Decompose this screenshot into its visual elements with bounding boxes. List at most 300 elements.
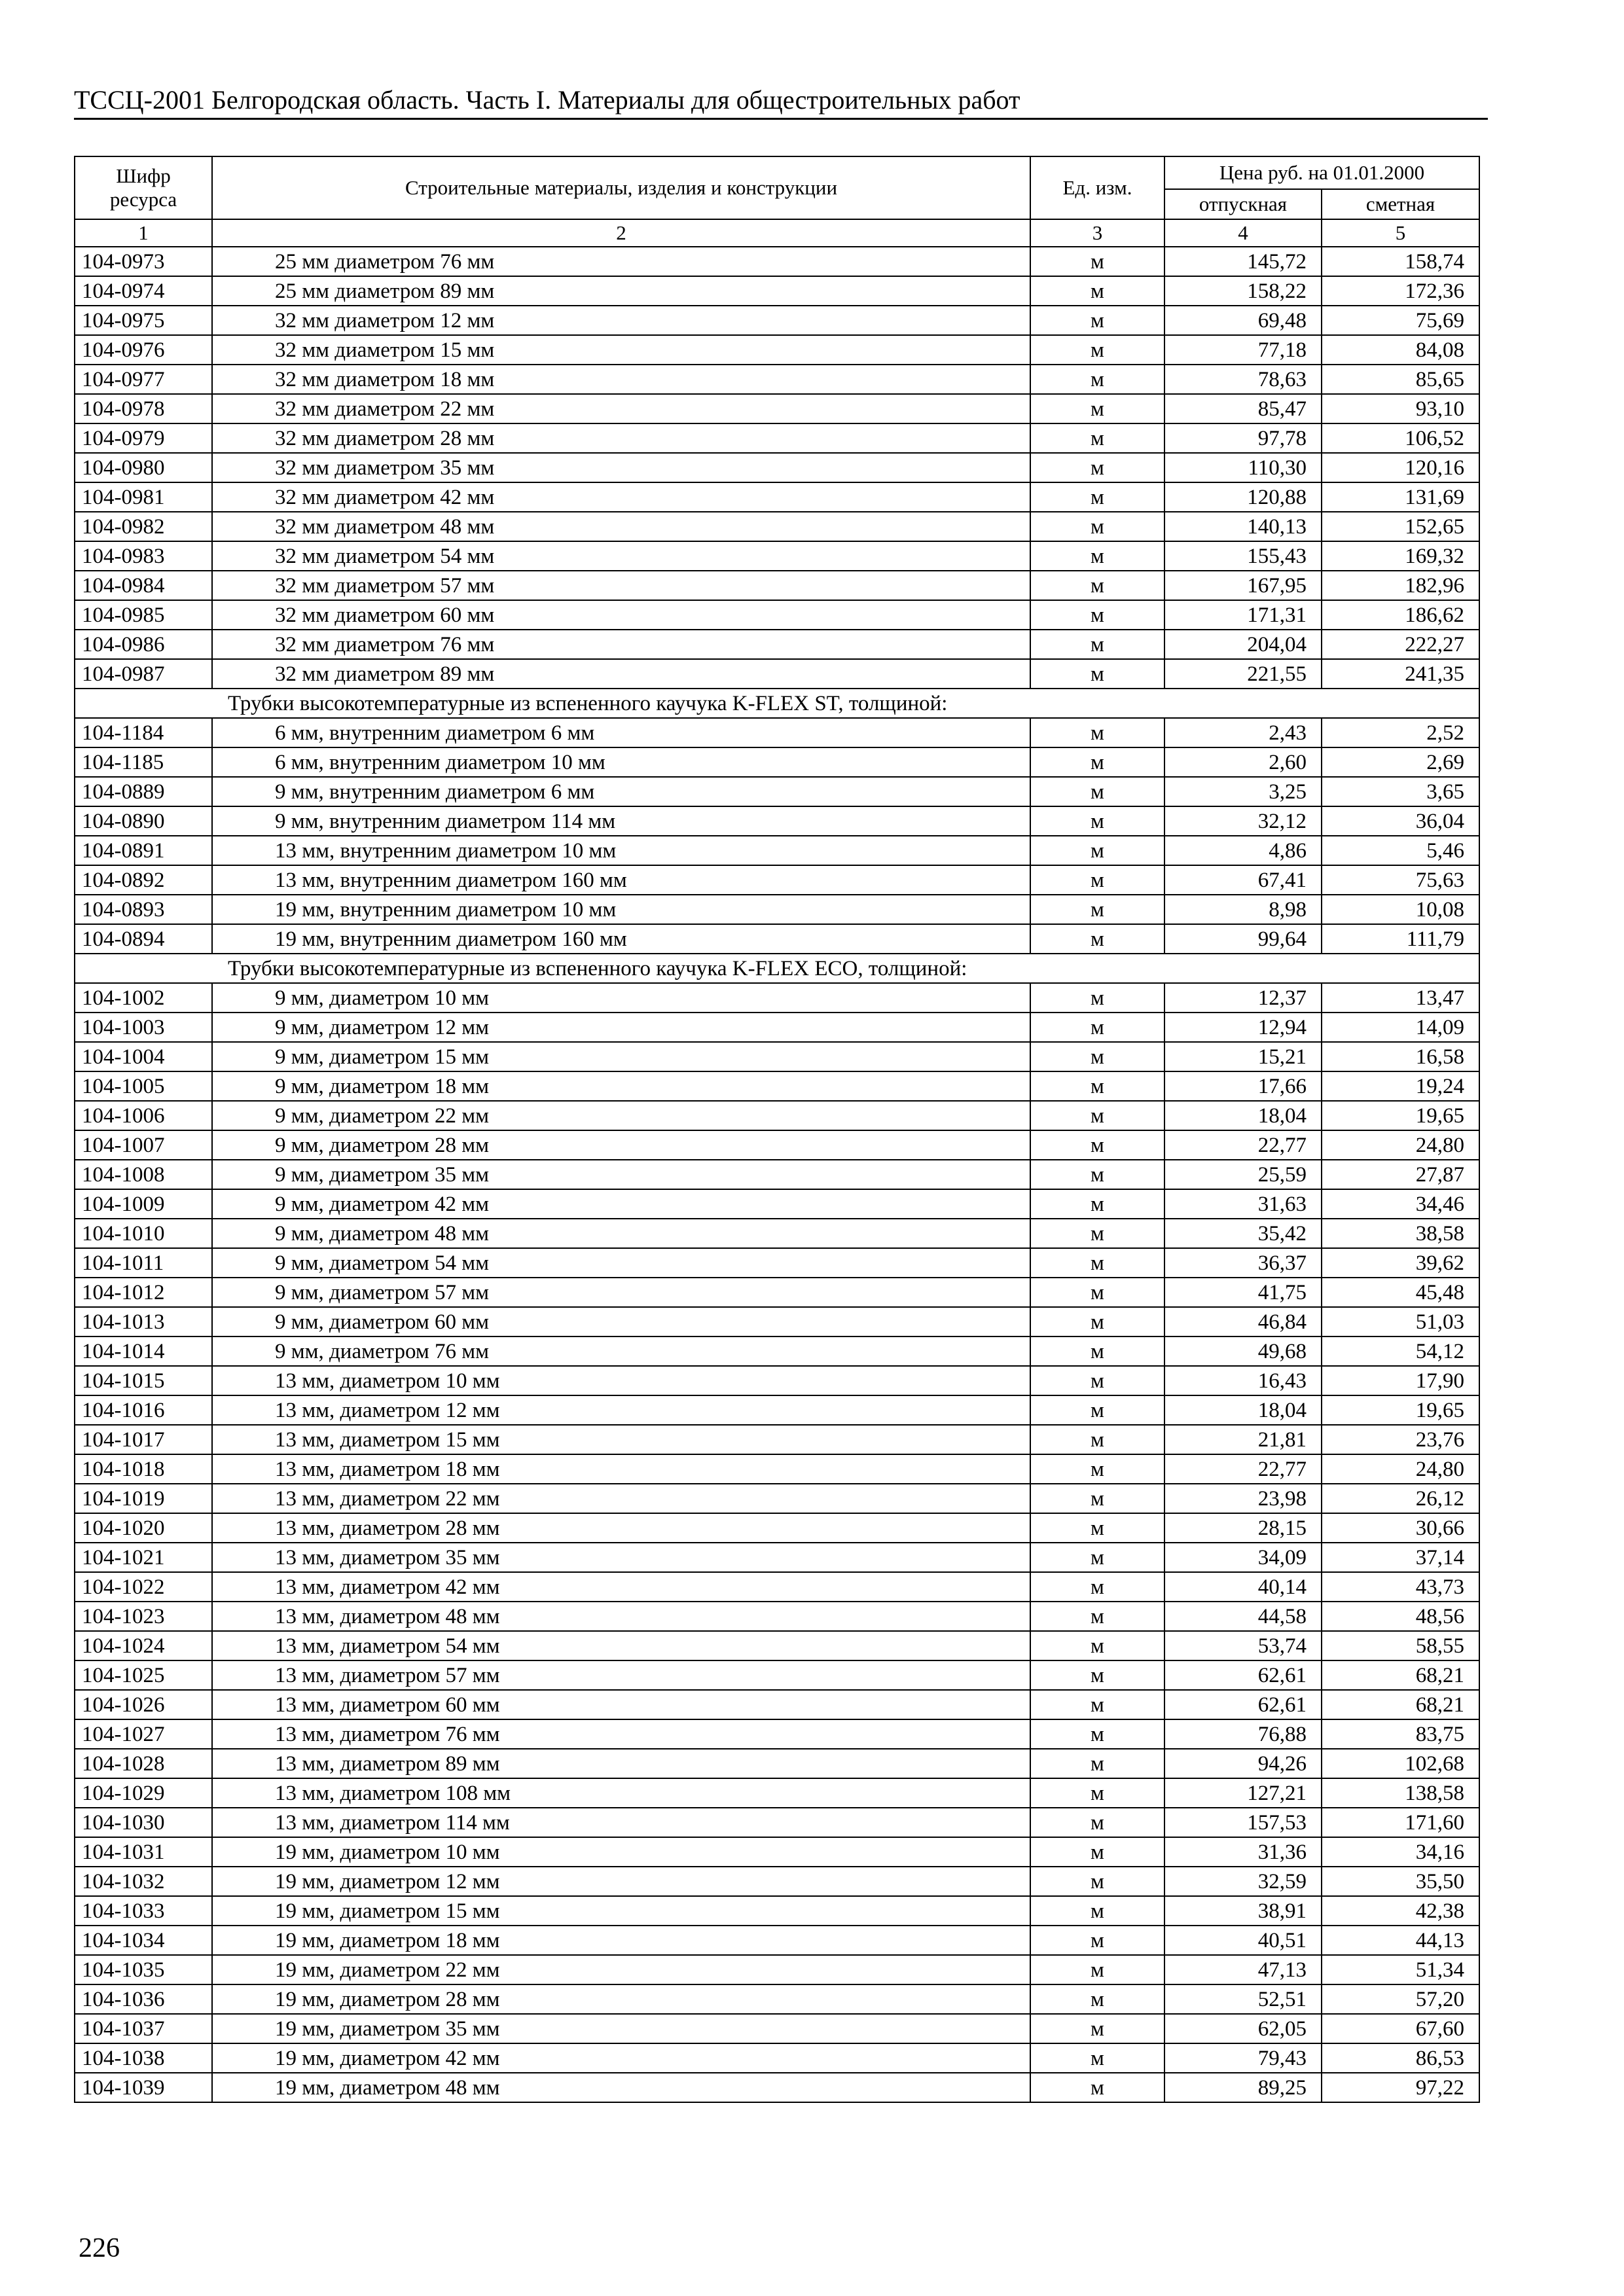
cell-price-estimate: 23,76 <box>1322 1425 1479 1454</box>
cell-price-release: 67,41 <box>1164 865 1322 895</box>
table-row <box>75 1955 1479 1984</box>
cell-price-release: 204,04 <box>1164 630 1322 659</box>
table-row <box>75 276 1479 306</box>
cell-code: 104-0984 <box>75 571 212 600</box>
cell-unit: м <box>1030 1248 1164 1278</box>
cell-price-release: 21,81 <box>1164 1425 1322 1454</box>
column-number: 1 <box>75 219 212 247</box>
cell-price-estimate: 54,12 <box>1322 1336 1479 1366</box>
cell-price-estimate: 10,08 <box>1322 895 1479 924</box>
cell-price-release: 3,25 <box>1164 777 1322 806</box>
col-header-price-group: Цена руб. на 01.01.2000 <box>1164 156 1479 189</box>
cell-unit: м <box>1030 2014 1164 2043</box>
cell-price-release: 79,43 <box>1164 2043 1322 2073</box>
cell-unit: м <box>1030 718 1164 747</box>
cell-price-release: 44,58 <box>1164 1602 1322 1631</box>
cell-price-estimate: 111,79 <box>1322 924 1479 954</box>
cell-name: 13 мм, диаметром 12 мм <box>212 1395 1030 1425</box>
cell-unit: м <box>1030 865 1164 895</box>
table-row <box>75 1602 1479 1631</box>
cell-name: 19 мм, диаметром 10 мм <box>212 1837 1030 1867</box>
cell-name: 13 мм, диаметром 76 мм <box>212 1719 1030 1749</box>
table-row <box>75 1278 1479 1307</box>
cell-price-release: 18,04 <box>1164 1101 1322 1130</box>
cell-code: 104-0977 <box>75 365 212 394</box>
cell-code: 104-1017 <box>75 1425 212 1454</box>
cell-unit: м <box>1030 1366 1164 1395</box>
cell-unit: м <box>1030 1160 1164 1189</box>
cell-code: 104-1039 <box>75 2073 212 2102</box>
column-number: 4 <box>1164 219 1322 247</box>
section-heading: Трубки высокотемпературные из вспененного каучука K-FLEX ECO, толщиной: <box>75 954 1479 983</box>
cell-name: 9 мм, диаметром 60 мм <box>212 1307 1030 1336</box>
cell-price-estimate: 102,68 <box>1322 1749 1479 1778</box>
table-row <box>75 1366 1479 1395</box>
cell-price-release: 97,78 <box>1164 423 1322 453</box>
cell-name: 9 мм, диаметром 15 мм <box>212 1042 1030 1071</box>
cell-price-release: 8,98 <box>1164 895 1322 924</box>
cell-unit: м <box>1030 1896 1164 1926</box>
table-row <box>75 777 1479 806</box>
cell-unit: м <box>1030 1867 1164 1896</box>
cell-code: 104-0987 <box>75 659 212 689</box>
cell-price-release: 34,09 <box>1164 1543 1322 1572</box>
table-row <box>75 1572 1479 1602</box>
cell-name: 19 мм, диаметром 42 мм <box>212 2043 1030 2073</box>
cell-price-release: 22,77 <box>1164 1130 1322 1160</box>
cell-price-estimate: 86,53 <box>1322 2043 1479 2073</box>
cell-name: 19 мм, внутренним диаметром 10 мм <box>212 895 1030 924</box>
cell-code: 104-0983 <box>75 541 212 571</box>
cell-code: 104-1022 <box>75 1572 212 1602</box>
cell-price-release: 41,75 <box>1164 1278 1322 1307</box>
cell-code: 104-0985 <box>75 600 212 630</box>
cell-unit: м <box>1030 1543 1164 1572</box>
cell-price-estimate: 131,69 <box>1322 482 1479 512</box>
cell-price-release: 62,05 <box>1164 2014 1322 2043</box>
cell-code: 104-1006 <box>75 1101 212 1130</box>
cell-price-release: 32,59 <box>1164 1867 1322 1896</box>
cell-price-release: 46,84 <box>1164 1307 1322 1336</box>
cell-unit: м <box>1030 659 1164 689</box>
cell-price-release: 17,66 <box>1164 1071 1322 1101</box>
cell-price-estimate: 44,13 <box>1322 1926 1479 1955</box>
cell-price-release: 2,60 <box>1164 747 1322 777</box>
table-row <box>75 2014 1479 2043</box>
cell-code: 104-0894 <box>75 924 212 954</box>
column-number: 5 <box>1322 219 1479 247</box>
table-row <box>75 1042 1479 1071</box>
cell-name: 13 мм, диаметром 114 мм <box>212 1808 1030 1837</box>
table-row <box>75 1719 1479 1749</box>
page-header-title: ТССЦ-2001 Белгородская область. Часть I. Материалы для общестроительных работ <box>74 85 1020 115</box>
cell-price-estimate: 51,03 <box>1322 1307 1479 1336</box>
cell-unit: м <box>1030 630 1164 659</box>
cell-price-release: 167,95 <box>1164 571 1322 600</box>
cell-name: 32 мм диаметром 42 мм <box>212 482 1030 512</box>
cell-unit: м <box>1030 2073 1164 2102</box>
cell-code: 104-1008 <box>75 1160 212 1189</box>
cell-price-estimate: 43,73 <box>1322 1572 1479 1602</box>
cell-name: 32 мм диаметром 18 мм <box>212 365 1030 394</box>
cell-code: 104-1030 <box>75 1808 212 1837</box>
cell-unit: м <box>1030 806 1164 836</box>
cell-unit: м <box>1030 1071 1164 1101</box>
cell-price-release: 25,59 <box>1164 1160 1322 1189</box>
cell-price-estimate: 30,66 <box>1322 1513 1479 1543</box>
cell-price-release: 38,91 <box>1164 1896 1322 1926</box>
table-row <box>75 924 1479 954</box>
table-row <box>75 600 1479 630</box>
cell-code: 104-1028 <box>75 1749 212 1778</box>
cell-price-release: 36,37 <box>1164 1248 1322 1278</box>
table-row <box>75 1926 1479 1955</box>
cell-name: 19 мм, диаметром 18 мм <box>212 1926 1030 1955</box>
cell-unit: м <box>1030 1837 1164 1867</box>
table-row <box>75 983 1479 1013</box>
cell-price-estimate: 35,50 <box>1322 1867 1479 1896</box>
cell-code: 104-1012 <box>75 1278 212 1307</box>
cell-code: 104-1018 <box>75 1454 212 1484</box>
cell-price-estimate: 2,52 <box>1322 718 1479 747</box>
cell-price-estimate: 85,65 <box>1322 365 1479 394</box>
cell-unit: м <box>1030 1101 1164 1130</box>
cell-name: 32 мм диаметром 28 мм <box>212 423 1030 453</box>
cell-unit: м <box>1030 365 1164 394</box>
cell-price-release: 120,88 <box>1164 482 1322 512</box>
cell-code: 104-1038 <box>75 2043 212 2073</box>
section-heading: Трубки высокотемпературные из вспененного каучука K-FLEX ST, толщиной: <box>75 689 1479 718</box>
cell-unit: м <box>1030 600 1164 630</box>
cell-price-estimate: 16,58 <box>1322 1042 1479 1071</box>
cell-price-estimate: 67,60 <box>1322 2014 1479 2043</box>
cell-name: 19 мм, диаметром 28 мм <box>212 1984 1030 2014</box>
table-row <box>75 306 1479 335</box>
cell-name: 13 мм, диаметром 57 мм <box>212 1660 1030 1690</box>
cell-code: 104-1026 <box>75 1690 212 1719</box>
cell-code: 104-1009 <box>75 1189 212 1219</box>
cell-name: 13 мм, диаметром 18 мм <box>212 1454 1030 1484</box>
cell-price-release: 76,88 <box>1164 1719 1322 1749</box>
table-row <box>75 1543 1479 1572</box>
table-row <box>75 571 1479 600</box>
cell-unit: м <box>1030 1130 1164 1160</box>
cell-price-estimate: 13,47 <box>1322 983 1479 1013</box>
table-row <box>75 1837 1479 1867</box>
cell-unit: м <box>1030 1336 1164 1366</box>
cell-price-estimate: 68,21 <box>1322 1690 1479 1719</box>
cell-name: 13 мм, диаметром 89 мм <box>212 1749 1030 1778</box>
cell-unit: м <box>1030 1631 1164 1660</box>
cell-code: 104-1005 <box>75 1071 212 1101</box>
cell-name: 19 мм, диаметром 48 мм <box>212 2073 1030 2102</box>
cell-code: 104-0975 <box>75 306 212 335</box>
cell-name: 13 мм, диаметром 28 мм <box>212 1513 1030 1543</box>
header-rule <box>74 118 1488 120</box>
table-row <box>75 1984 1479 2014</box>
cell-price-release: 31,63 <box>1164 1189 1322 1219</box>
cell-code: 104-0986 <box>75 630 212 659</box>
cell-price-release: 221,55 <box>1164 659 1322 689</box>
cell-price-estimate: 36,04 <box>1322 806 1479 836</box>
cell-unit: м <box>1030 512 1164 541</box>
table-row <box>75 1454 1479 1484</box>
cell-price-estimate: 34,46 <box>1322 1189 1479 1219</box>
cell-price-release: 40,51 <box>1164 1926 1322 1955</box>
cell-unit: м <box>1030 571 1164 600</box>
cell-price-estimate: 27,87 <box>1322 1160 1479 1189</box>
cell-price-release: 110,30 <box>1164 453 1322 482</box>
cell-unit: м <box>1030 1013 1164 1042</box>
cell-price-estimate: 241,35 <box>1322 659 1479 689</box>
cell-price-release: 28,15 <box>1164 1513 1322 1543</box>
cell-name: 25 мм диаметром 89 мм <box>212 276 1030 306</box>
cell-name: 9 мм, диаметром 10 мм <box>212 983 1030 1013</box>
cell-price-release: 52,51 <box>1164 1984 1322 2014</box>
cell-price-estimate: 138,58 <box>1322 1778 1479 1808</box>
cell-unit: м <box>1030 1425 1164 1454</box>
cell-name: 6 мм, внутренним диаметром 6 мм <box>212 718 1030 747</box>
table-row <box>75 1660 1479 1690</box>
cell-name: 32 мм диаметром 89 мм <box>212 659 1030 689</box>
cell-price-release: 62,61 <box>1164 1660 1322 1690</box>
cell-price-release: 2,43 <box>1164 718 1322 747</box>
cell-price-estimate: 38,58 <box>1322 1219 1479 1248</box>
cell-unit: м <box>1030 276 1164 306</box>
table-row <box>75 423 1479 453</box>
cell-price-estimate: 39,62 <box>1322 1248 1479 1278</box>
table-row <box>75 718 1479 747</box>
cell-name: 9 мм, диаметром 28 мм <box>212 1130 1030 1160</box>
cell-price-release: 89,25 <box>1164 2073 1322 2102</box>
cell-price-estimate: 171,60 <box>1322 1808 1479 1837</box>
cell-unit: м <box>1030 1660 1164 1690</box>
cell-price-estimate: 120,16 <box>1322 453 1479 482</box>
cell-price-estimate: 68,21 <box>1322 1660 1479 1690</box>
table-head <box>75 156 1479 247</box>
table-row <box>75 630 1479 659</box>
cell-price-release: 78,63 <box>1164 365 1322 394</box>
cell-code: 104-1003 <box>75 1013 212 1042</box>
cell-price-release: 15,21 <box>1164 1042 1322 1071</box>
cell-price-estimate: 75,63 <box>1322 865 1479 895</box>
table-row <box>75 659 1479 689</box>
table-row <box>75 482 1479 512</box>
table-row <box>75 1778 1479 1808</box>
cell-code: 104-0973 <box>75 247 212 276</box>
cell-unit: м <box>1030 895 1164 924</box>
table-row <box>75 1395 1479 1425</box>
cell-name: 9 мм, внутренним диаметром 114 мм <box>212 806 1030 836</box>
cell-price-estimate: 169,32 <box>1322 541 1479 571</box>
table-row <box>75 747 1479 777</box>
table-row <box>75 1896 1479 1926</box>
cell-unit: м <box>1030 1454 1164 1484</box>
cell-unit: м <box>1030 1484 1164 1513</box>
cell-price-release: 35,42 <box>1164 1219 1322 1248</box>
cell-name: 32 мм диаметром 35 мм <box>212 453 1030 482</box>
cell-code: 104-1011 <box>75 1248 212 1278</box>
cell-price-estimate: 5,46 <box>1322 836 1479 865</box>
cell-price-estimate: 42,38 <box>1322 1896 1479 1926</box>
cell-price-estimate: 14,09 <box>1322 1013 1479 1042</box>
cell-name: 19 мм, диаметром 35 мм <box>212 2014 1030 2043</box>
cell-price-release: 77,18 <box>1164 335 1322 365</box>
cell-unit: м <box>1030 747 1164 777</box>
table-row <box>75 1631 1479 1660</box>
cell-unit: м <box>1030 983 1164 1013</box>
cell-unit: м <box>1030 1513 1164 1543</box>
cell-code: 104-0889 <box>75 777 212 806</box>
cell-name: 13 мм, диаметром 35 мм <box>212 1543 1030 1572</box>
cell-price-release: 23,98 <box>1164 1484 1322 1513</box>
cell-name: 9 мм, диаметром 76 мм <box>212 1336 1030 1366</box>
table-row <box>75 2043 1479 2073</box>
cell-name: 9 мм, диаметром 42 мм <box>212 1189 1030 1219</box>
cell-price-release: 94,26 <box>1164 1749 1322 1778</box>
cell-code: 104-1004 <box>75 1042 212 1071</box>
table-body <box>75 247 1479 2102</box>
cell-price-estimate: 93,10 <box>1322 394 1479 423</box>
table-row <box>75 1160 1479 1189</box>
cell-unit: м <box>1030 1219 1164 1248</box>
cell-name: 13 мм, диаметром 10 мм <box>212 1366 1030 1395</box>
table-row <box>75 512 1479 541</box>
cell-unit: м <box>1030 247 1164 276</box>
cell-code: 104-1031 <box>75 1837 212 1867</box>
cell-name: 13 мм, внутренним диаметром 160 мм <box>212 865 1030 895</box>
cell-name: 9 мм, внутренним диаметром 6 мм <box>212 777 1030 806</box>
cell-name: 13 мм, диаметром 108 мм <box>212 1778 1030 1808</box>
table-row <box>75 1071 1479 1101</box>
cell-name: 32 мм диаметром 60 мм <box>212 600 1030 630</box>
cell-price-release: 155,43 <box>1164 541 1322 571</box>
cell-name: 19 мм, диаметром 15 мм <box>212 1896 1030 1926</box>
cell-name: 32 мм диаметром 48 мм <box>212 512 1030 541</box>
table-row <box>75 806 1479 836</box>
cell-code: 104-1002 <box>75 983 212 1013</box>
cell-code: 104-1037 <box>75 2014 212 2043</box>
cell-code: 104-0976 <box>75 335 212 365</box>
col-header-price-estimate: сметная <box>1322 189 1479 219</box>
cell-code: 104-1021 <box>75 1543 212 1572</box>
cell-name: 13 мм, диаметром 60 мм <box>212 1690 1030 1719</box>
table-row <box>75 1749 1479 1778</box>
cell-unit: м <box>1030 1189 1164 1219</box>
cell-code: 104-1185 <box>75 747 212 777</box>
table-row <box>75 1690 1479 1719</box>
cell-name: 13 мм, диаметром 42 мм <box>212 1572 1030 1602</box>
cell-code: 104-1027 <box>75 1719 212 1749</box>
table-row <box>75 1484 1479 1513</box>
cell-name: 19 мм, диаметром 22 мм <box>212 1955 1030 1984</box>
cell-unit: м <box>1030 1602 1164 1631</box>
cell-name: 9 мм, диаметром 48 мм <box>212 1219 1030 1248</box>
table-row <box>75 1189 1479 1219</box>
cell-price-estimate: 158,74 <box>1322 247 1479 276</box>
cell-price-estimate: 172,36 <box>1322 276 1479 306</box>
cell-price-release: 69,48 <box>1164 306 1322 335</box>
cell-price-estimate: 51,34 <box>1322 1955 1479 1984</box>
cell-code: 104-1025 <box>75 1660 212 1690</box>
cell-name: 9 мм, диаметром 57 мм <box>212 1278 1030 1307</box>
cell-price-release: 145,72 <box>1164 247 1322 276</box>
cell-code: 104-0891 <box>75 836 212 865</box>
cell-code: 104-0980 <box>75 453 212 482</box>
cell-unit: м <box>1030 335 1164 365</box>
cell-code: 104-1015 <box>75 1366 212 1395</box>
cell-price-estimate: 186,62 <box>1322 600 1479 630</box>
cell-code: 104-0890 <box>75 806 212 836</box>
cell-code: 104-0978 <box>75 394 212 423</box>
cell-price-release: 99,64 <box>1164 924 1322 954</box>
cell-price-estimate: 26,12 <box>1322 1484 1479 1513</box>
table-row <box>75 895 1479 924</box>
cell-price-release: 16,43 <box>1164 1366 1322 1395</box>
table-row <box>75 1867 1479 1896</box>
cell-name: 25 мм диаметром 76 мм <box>212 247 1030 276</box>
cell-price-release: 49,68 <box>1164 1336 1322 1366</box>
table-row <box>75 1425 1479 1454</box>
cell-price-estimate: 106,52 <box>1322 423 1479 453</box>
cell-unit: м <box>1030 1955 1164 1984</box>
cell-price-estimate: 97,22 <box>1322 2073 1479 2102</box>
cell-code: 104-1020 <box>75 1513 212 1543</box>
cell-name: 9 мм, диаметром 35 мм <box>212 1160 1030 1189</box>
cell-name: 13 мм, внутренним диаметром 10 мм <box>212 836 1030 865</box>
table-row <box>75 335 1479 365</box>
cell-unit: м <box>1030 1984 1164 2014</box>
cell-price-release: 62,61 <box>1164 1690 1322 1719</box>
table-row <box>75 1219 1479 1248</box>
cell-code: 104-1024 <box>75 1631 212 1660</box>
cell-price-estimate: 152,65 <box>1322 512 1479 541</box>
cell-code: 104-1013 <box>75 1307 212 1336</box>
cell-name: 32 мм диаметром 54 мм <box>212 541 1030 571</box>
table-row <box>75 1248 1479 1278</box>
cell-unit: м <box>1030 1926 1164 1955</box>
cell-price-release: 32,12 <box>1164 806 1322 836</box>
table-row <box>75 836 1479 865</box>
cell-unit: м <box>1030 1719 1164 1749</box>
cell-unit: м <box>1030 306 1164 335</box>
cell-price-release: 18,04 <box>1164 1395 1322 1425</box>
cell-name: 9 мм, диаметром 22 мм <box>212 1101 1030 1130</box>
cell-name: 32 мм диаметром 15 мм <box>212 335 1030 365</box>
cell-unit: м <box>1030 1808 1164 1837</box>
cell-code: 104-1023 <box>75 1602 212 1631</box>
cell-unit: м <box>1030 1778 1164 1808</box>
cell-price-release: 157,53 <box>1164 1808 1322 1837</box>
cell-name: 9 мм, диаметром 54 мм <box>212 1248 1030 1278</box>
cell-price-estimate: 58,55 <box>1322 1631 1479 1660</box>
table-row <box>75 865 1479 895</box>
page-number: 226 <box>79 2233 120 2263</box>
cell-code: 104-0974 <box>75 276 212 306</box>
cell-price-estimate: 17,90 <box>1322 1366 1479 1395</box>
table-row <box>75 1336 1479 1366</box>
cell-price-release: 12,37 <box>1164 983 1322 1013</box>
table-row <box>75 2073 1479 2102</box>
cell-code: 104-1184 <box>75 718 212 747</box>
cell-price-estimate: 34,16 <box>1322 1837 1479 1867</box>
cell-code: 104-1036 <box>75 1984 212 2014</box>
cell-price-release: 4,86 <box>1164 836 1322 865</box>
cell-unit: м <box>1030 423 1164 453</box>
cell-price-release: 171,31 <box>1164 600 1322 630</box>
cell-price-estimate: 3,65 <box>1322 777 1479 806</box>
section-heading-row <box>75 954 1479 983</box>
